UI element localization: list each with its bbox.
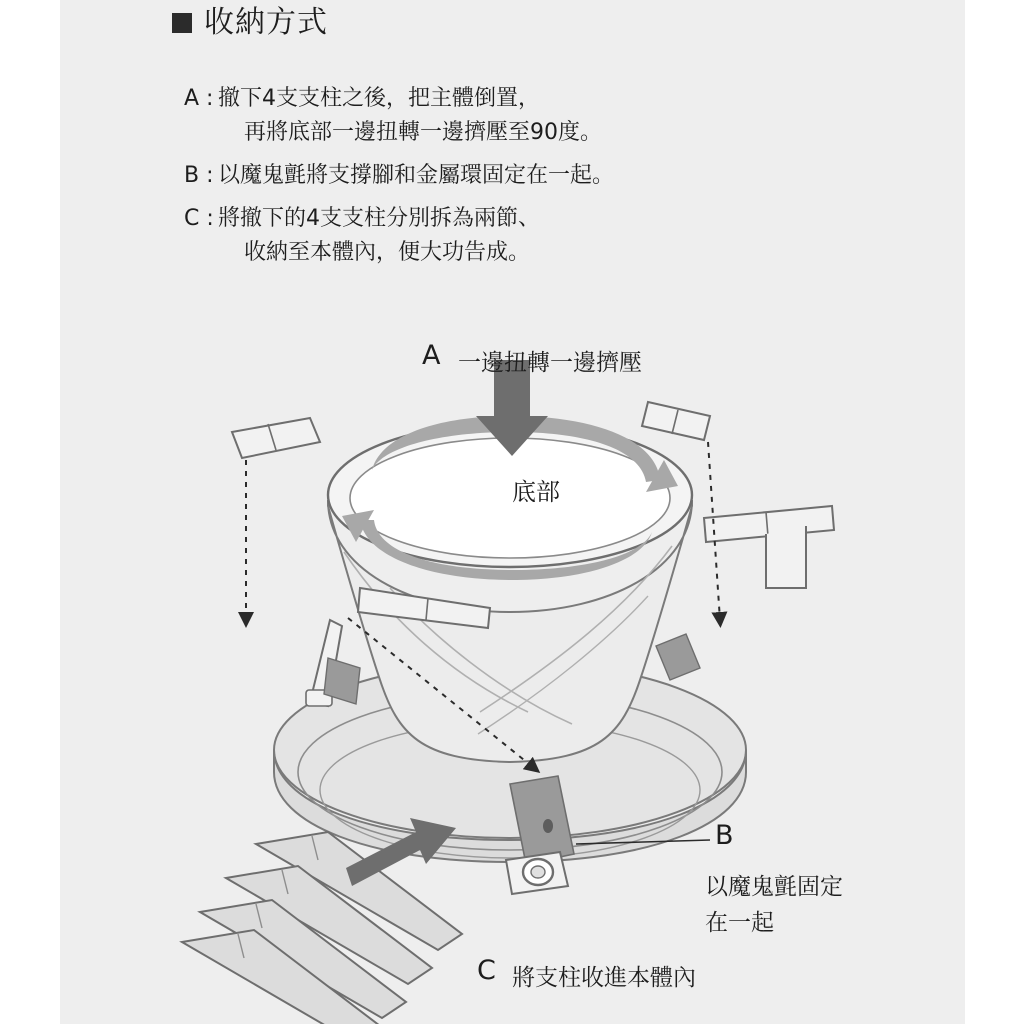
step-line: 以魔鬼氈將支撐腳和金屬環固定在一起。	[218, 163, 615, 189]
step-lines	[218, 159, 614, 193]
label-a-text: 一邊扭轉一邊擠壓	[458, 350, 642, 376]
label-a-letter: A	[422, 340, 441, 371]
label-c-letter: C	[477, 955, 496, 986]
black-square-icon	[172, 13, 192, 33]
label-c-text: 將支柱收進本體內	[512, 965, 696, 991]
step-line: 收納至本體內，便大功告成。	[244, 240, 531, 266]
diagram-svg	[60, 320, 965, 1024]
list-item	[184, 202, 824, 270]
metal-ring-icon	[506, 852, 568, 894]
step-lines	[218, 202, 540, 270]
assembly-diagram	[60, 320, 965, 1024]
step-key: C :	[184, 206, 214, 232]
step-key: A :	[184, 86, 214, 111]
step-key: B :	[184, 163, 214, 189]
label-b-text-line2: 在一起	[705, 910, 774, 936]
label-bottom: 底部	[512, 478, 560, 506]
instruction-list	[184, 82, 824, 279]
page-title	[172, 5, 328, 40]
label-b-text-line1: 以魔鬼氈固定	[705, 874, 843, 900]
list-item	[184, 159, 824, 193]
list-item	[184, 82, 824, 150]
label-b-letter: B	[715, 820, 734, 851]
page-title-text: 收納方式	[204, 5, 328, 40]
step-lines	[218, 82, 602, 150]
pole-bundle	[182, 832, 462, 1024]
step-line: 再將底部一邊扭轉一邊擠壓至90度。	[244, 120, 602, 146]
step-line: 將撤下的4支支柱分別拆為兩節、	[218, 206, 540, 232]
step-line: 撤下4支支柱之後，把主體倒置，	[218, 86, 540, 111]
